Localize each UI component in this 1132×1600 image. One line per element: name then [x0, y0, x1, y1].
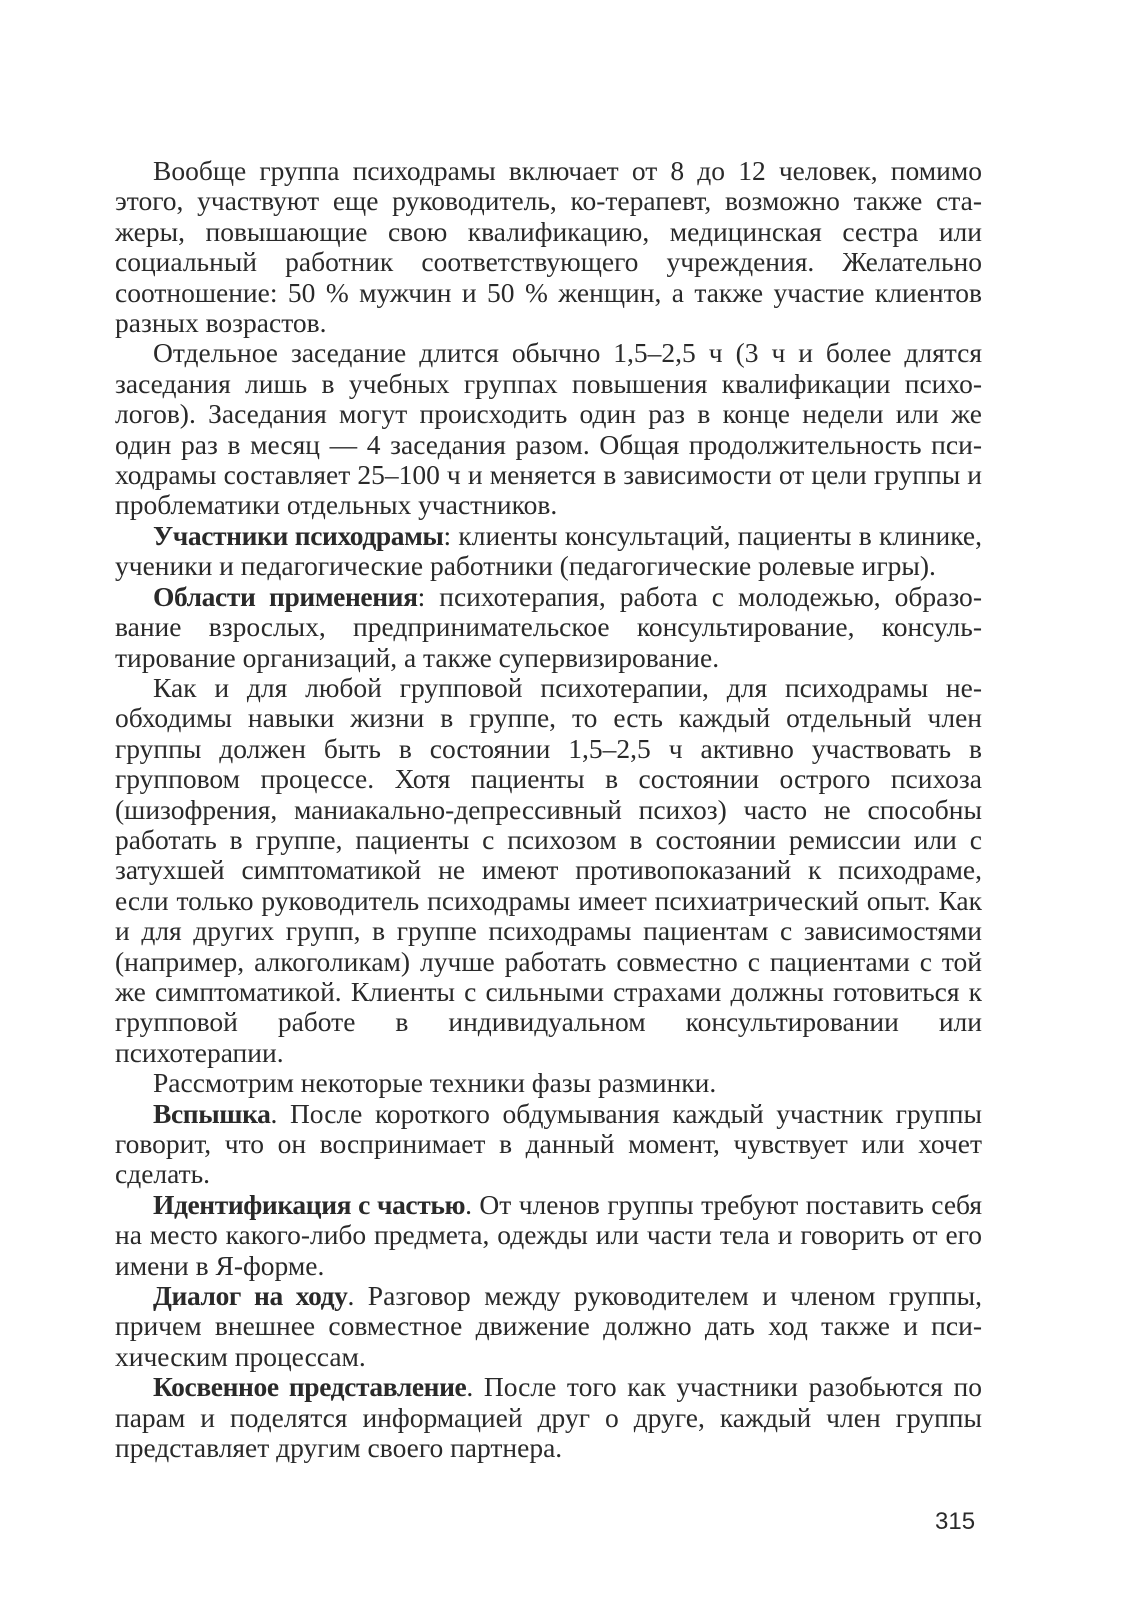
paragraph-text: . Разговор между руководителем и членом группы, причем внешнее совместное движение должно дать ход также и психическим процессам.	[115, 1280, 982, 1372]
paragraph-text: Отдельное заседание длится обычно 1,5–2,5 ч (3 ч и более длятся заседания лишь в учебных группах повышения квалификации психологов). Заседания могут происходить один раз в конце недели или же один раз в месяц — 4 заседания разом. Общая продолжительность психодрамы составляет 25–100 ч и меняется в зависимости от цели группы и проблематики отдельных участников.	[115, 337, 982, 521]
paragraph-text: . От членов группы требуют поставить себя на место какого-либо предмета, одежды или части тела и говорить от его имени в Я-форме.	[115, 1188, 983, 1281]
term-indirect-introduction: Косвенное представление	[153, 1371, 467, 1403]
page-number: 315	[935, 1508, 976, 1535]
paragraph-text: . После короткого обдумывания каждый участник группы говорит, что он воспринимает в данный момент, чувствует или хочет сделать.	[115, 1097, 982, 1190]
paragraph-warmup-intro	[115, 1068, 982, 1098]
paragraph-text: Рассмотрим некоторые техники фазы разминки.	[153, 1067, 717, 1099]
paragraph-text: : психотерапия, работа с молодежью, образование взрослых, предпринимательское консультирование, консультирование организаций, а также супервизирование.	[115, 580, 982, 673]
paragraph-text: : клиенты консультаций, пациенты в клинике, ученики и педагогические работники (педагогические ролевые игры).	[115, 519, 983, 582]
paragraph-identification	[115, 1190, 982, 1281]
page-body	[115, 156, 982, 1463]
paragraph-text: Как и для любой групповой психотерапии, для психодрамы необходимы навыки жизни в группе, то есть каждый отдельный член группы должен быть в состоянии 1,5–2,5 ч активно участвовать в групповом процессе. Хотя пациенты в состоянии острого психоза (шизофрения, маниакально-депрессивный психоз) часто не способны работать в группе, пациенты с психозом в состоянии ремиссии или с затухшей симптоматикой не имеют противопоказаний к психодраме, если только руководитель психодрамы имеет психиатрический опыт. Как и для других групп, в группе психодрамы пациентам с зависимостями (например, алкоголикам) лучше работать совместно с пациентами с той же симптоматикой. Клиенты с сильными страхами должны готовиться к групповой работе в индивидуальном консультировании или психотерапии.	[115, 671, 982, 1068]
term-participants: Участники психодрамы	[153, 519, 444, 551]
paragraph-group-skills	[115, 673, 982, 1068]
paragraph-indirect-introduction	[115, 1372, 982, 1463]
term-identification: Идентификация с частью	[153, 1188, 466, 1220]
paragraph-group-size	[115, 156, 982, 338]
term-application-areas: Области применения	[153, 580, 418, 612]
paragraph-text: . После того как участники разобьются по парам и поделятся информацией друг о друге, каждый член группы представляет другим своего партнера.	[115, 1371, 982, 1464]
paragraph-session-duration	[115, 338, 982, 520]
paragraph-text: Вообще группа психодрамы включает от 8 до 12 человек, помимо этого, участвуют еще руководитель, ко-терапевт, возможно также стажеры, повышающие свою квалификацию, медицинская сестра или социальный работник соответствующего учреждения. Желательно соотношение: 50 % мужчин и 50 % женщин, а также участие клиентов разных возрастов.	[115, 155, 982, 339]
paragraph-application-areas	[115, 582, 982, 673]
term-flash: Вспышка	[153, 1097, 271, 1129]
term-walking-dialogue: Диалог на ходу	[153, 1280, 348, 1312]
paragraph-participants	[115, 521, 982, 582]
paragraph-walking-dialogue	[115, 1281, 982, 1372]
paragraph-flash	[115, 1099, 982, 1190]
